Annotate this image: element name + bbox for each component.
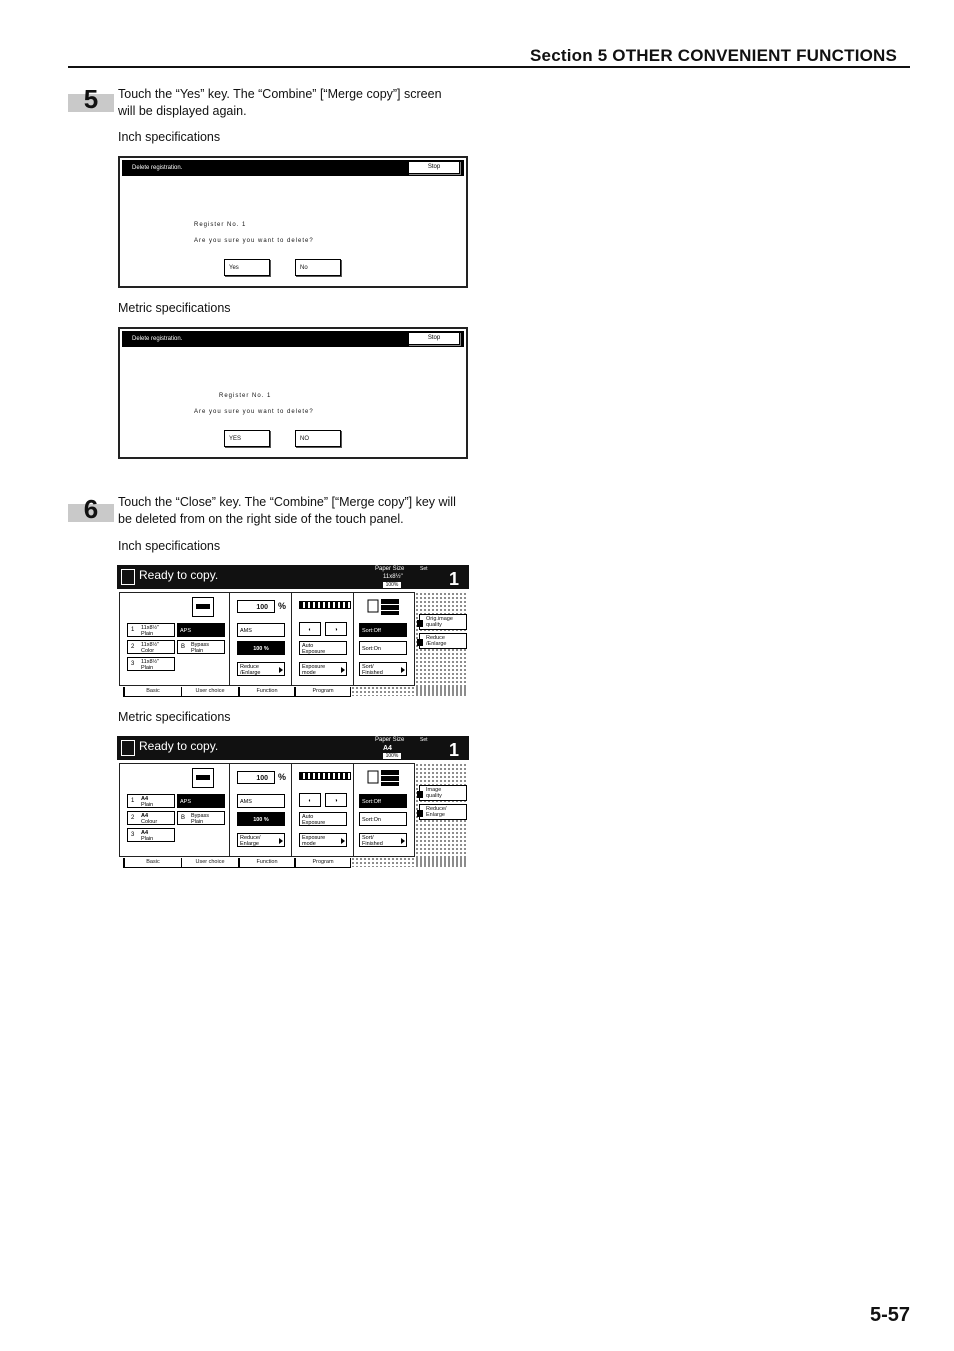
arrow-right-icon: [341, 667, 345, 673]
tray-2-button[interactable]: [127, 640, 175, 654]
ready-message: Ready to copy.: [139, 739, 219, 753]
button-label: Exposure: [302, 820, 326, 826]
delete-registration-dialog: [118, 156, 468, 288]
button-label: Exposure: [302, 664, 326, 670]
copy-count: 1: [449, 740, 460, 760]
arrow-right-icon: [279, 667, 283, 673]
shortcut-icon: [417, 639, 423, 646]
button-label: Exposure: [302, 649, 326, 655]
button-label: Enlarge: [426, 812, 445, 818]
exposure-scale: [299, 772, 351, 780]
tab-bar-background: [347, 686, 467, 696]
tab-basic[interactable]: Basic: [123, 687, 182, 697]
tray-size: A4: [141, 796, 149, 802]
tray-number: 1: [131, 798, 135, 804]
step-instruction-line: Touch the “Close” key. The “Combine” [“Merge copy”] key will: [118, 495, 456, 509]
register-number: Register No. 1: [194, 222, 247, 228]
button-label: Reduce: [240, 664, 259, 670]
percent-symbol: %: [278, 772, 287, 782]
sort-finished-button[interactable]: [359, 833, 407, 847]
tray-size: A4: [141, 830, 149, 836]
lighter-button[interactable]: [299, 622, 321, 636]
copy-count: 1: [449, 569, 460, 589]
sort-on-button[interactable]: Sort:On: [359, 641, 407, 655]
sort-icon: [367, 769, 401, 787]
half-circle-left-icon: ◐: [308, 798, 312, 804]
aps-button[interactable]: APS: [177, 794, 225, 808]
sort-off-button[interactable]: Sort:Off: [359, 794, 407, 808]
bypass-icon: B: [181, 644, 186, 650]
copier-touch-panel: [117, 565, 469, 697]
button-label: Auto: [302, 643, 314, 649]
button-label: Reduce: [426, 635, 445, 641]
half-circle-right-icon: ◑: [334, 798, 338, 804]
button-label: quality: [426, 793, 442, 799]
tray-number: 1: [131, 627, 135, 633]
tab-user-choice[interactable]: User choice: [181, 858, 239, 868]
yes-button[interactable]: YES: [224, 430, 270, 447]
spec-label: Metric specifications: [118, 301, 231, 315]
ams-button[interactable]: AMS: [237, 623, 285, 637]
button-label: /Enlarge: [240, 670, 261, 676]
bypass-type: Plain: [191, 819, 204, 825]
dialog-title: Delete registration.: [132, 165, 183, 171]
button-label: Sort/: [362, 835, 374, 841]
shortcut-icon: [417, 791, 423, 798]
confirm-question: Are you sure you want to delete?: [194, 238, 314, 244]
set-label: Set: [420, 566, 428, 572]
tray-type: Plain: [141, 836, 154, 842]
ams-button[interactable]: AMS: [237, 794, 285, 808]
tab-program[interactable]: Program: [295, 858, 351, 868]
step-instruction: [118, 86, 442, 120]
zoom-100-button[interactable]: 100 %: [237, 641, 285, 655]
sort-icon-graphic: [367, 598, 401, 616]
darker-button[interactable]: [325, 622, 347, 636]
tray-number: 3: [131, 661, 135, 667]
stop-button[interactable]: Stop: [408, 161, 460, 174]
status-bar: [117, 736, 469, 760]
tab-bar-background: [347, 857, 467, 867]
copier-machine-icon: [192, 597, 214, 617]
zoom-value: 100: [237, 771, 275, 784]
exposure-scale: [299, 601, 351, 609]
bypass-icon: B: [181, 815, 186, 821]
tab-function[interactable]: Function: [239, 858, 295, 868]
step-instruction-line: be deleted from on the right side of the touch panel.: [118, 512, 404, 526]
tray-1-button[interactable]: [127, 623, 175, 637]
no-button[interactable]: NO: [295, 430, 341, 447]
paper-size-value: 11x8½": [383, 574, 403, 580]
dialog-title: Delete registration.: [132, 336, 183, 342]
lighter-button[interactable]: [299, 793, 321, 807]
tab-basic[interactable]: Basic: [123, 858, 182, 868]
copier-touch-panel: [117, 736, 469, 868]
spec-label: Metric specifications: [118, 710, 231, 724]
tray-size: A4: [141, 813, 149, 819]
no-button[interactable]: No: [295, 259, 341, 276]
stop-button[interactable]: Stop: [408, 332, 460, 345]
bypass-button[interactable]: [177, 811, 225, 825]
button-label: Finished: [362, 670, 383, 676]
arrow-right-icon: [279, 838, 283, 844]
section-title: Section 5 OTHER CONVENIENT FUNCTIONS: [530, 46, 898, 65]
step-number: 6: [83, 494, 99, 524]
tray-type: Color: [141, 648, 155, 654]
exposure-mode-button[interactable]: [299, 662, 347, 676]
reduce-enlarge-button[interactable]: [237, 833, 285, 847]
sort-on-button[interactable]: Sort:On: [359, 812, 407, 826]
tray-1-button[interactable]: [127, 794, 175, 808]
step-instruction: [118, 494, 456, 528]
paper-size-label: Paper Size: [375, 737, 405, 743]
reduce-enlarge-side-button[interactable]: [419, 633, 467, 649]
half-circle-left-icon: ◐: [308, 627, 312, 633]
zoom-indicator: 100%: [383, 582, 401, 588]
spec-label: Inch specifications: [118, 130, 221, 144]
tab-function[interactable]: Function: [239, 687, 295, 697]
shortcut-icon: [417, 810, 423, 817]
tray-type: Plain: [141, 665, 154, 671]
button-label: Image: [426, 787, 442, 793]
tray-size: 11x8½": [141, 659, 160, 665]
bypass-type: Plain: [191, 648, 204, 654]
button-label: Orig.image: [426, 616, 453, 622]
auto-exposure-button[interactable]: [299, 812, 347, 826]
sort-off-button[interactable]: Sort:Off: [359, 623, 407, 637]
image-quality-button[interactable]: [419, 785, 467, 801]
button-label: Auto: [302, 814, 314, 820]
darker-button[interactable]: [325, 793, 347, 807]
step-instruction-line: will be displayed again.: [118, 104, 247, 118]
button-label: /Enlarge: [426, 641, 447, 647]
header-rule: [68, 66, 910, 68]
zoom-value: 100: [237, 600, 275, 613]
tray-type: Colour: [141, 819, 158, 825]
tray-3-button[interactable]: [127, 657, 175, 671]
document-icon: [121, 569, 135, 585]
tray-number: 3: [131, 832, 135, 838]
button-label: Sort/: [362, 664, 374, 670]
button-label: Reduce/: [426, 806, 447, 812]
delete-registration-dialog: [118, 327, 468, 459]
button-label: Enlarge: [240, 841, 259, 847]
button-label: mode: [302, 670, 316, 676]
spec-label: Inch specifications: [118, 539, 221, 553]
ready-message: Ready to copy.: [139, 568, 219, 582]
tray-type: Plain: [141, 631, 154, 637]
tray-3-button[interactable]: [127, 828, 175, 842]
arrow-right-icon: [401, 838, 405, 844]
tray-type: Plain: [141, 802, 154, 808]
exposure-mode-button[interactable]: [299, 833, 347, 847]
sort-icon-graphic: [367, 769, 401, 787]
auto-exposure-button[interactable]: [299, 641, 347, 655]
reduce-enlarge-button[interactable]: [237, 662, 285, 676]
step-instruction-line: Touch the “Yes” key. The “Combine” [“Merge copy”] screen: [118, 87, 442, 101]
half-circle-right-icon: ◑: [334, 627, 338, 633]
aps-button[interactable]: APS: [177, 623, 225, 637]
tray-2-button[interactable]: [127, 811, 175, 825]
tray-number: 2: [131, 815, 135, 821]
paper-size-value: A4: [383, 745, 392, 752]
zoom-100-button[interactable]: 100 %: [237, 812, 285, 826]
page-number: 5-57: [869, 1304, 910, 1326]
tab-program[interactable]: Program: [295, 687, 351, 697]
confirm-question: Are you sure you want to delete?: [194, 409, 314, 415]
arrow-right-icon: [341, 838, 345, 844]
yes-button[interactable]: Yes: [224, 259, 270, 276]
orig-image-quality-button[interactable]: [419, 614, 467, 630]
register-number: Register No. 1: [219, 393, 272, 399]
arrow-right-icon: [401, 667, 405, 673]
reduce-enlarge-side-button[interactable]: [419, 804, 467, 820]
bypass-button[interactable]: [177, 640, 225, 654]
document-icon: [121, 740, 135, 756]
button-label: Exposure: [302, 835, 326, 841]
status-bar: [117, 565, 469, 589]
tray-size: 11x8½": [141, 642, 160, 648]
copier-machine-icon: [192, 768, 214, 788]
sort-finished-button[interactable]: [359, 662, 407, 676]
tray-size: 11x8½": [141, 625, 160, 631]
sort-icon: [367, 598, 401, 616]
button-label: Reduce/: [240, 835, 261, 841]
button-label: quality: [426, 622, 442, 628]
set-label: Set: [420, 737, 428, 743]
zoom-indicator: 100%: [383, 753, 401, 759]
tab-user-choice[interactable]: User choice: [181, 687, 239, 697]
bypass-label: Bypass: [191, 813, 210, 819]
step-number: 5: [83, 84, 99, 114]
button-label: mode: [302, 841, 316, 847]
tray-number: 2: [131, 644, 135, 650]
button-label: Finished: [362, 841, 383, 847]
percent-symbol: %: [278, 601, 287, 611]
shortcut-icon: [417, 620, 423, 627]
paper-size-label: Paper Size: [375, 566, 405, 572]
bypass-label: Bypass: [191, 642, 210, 648]
